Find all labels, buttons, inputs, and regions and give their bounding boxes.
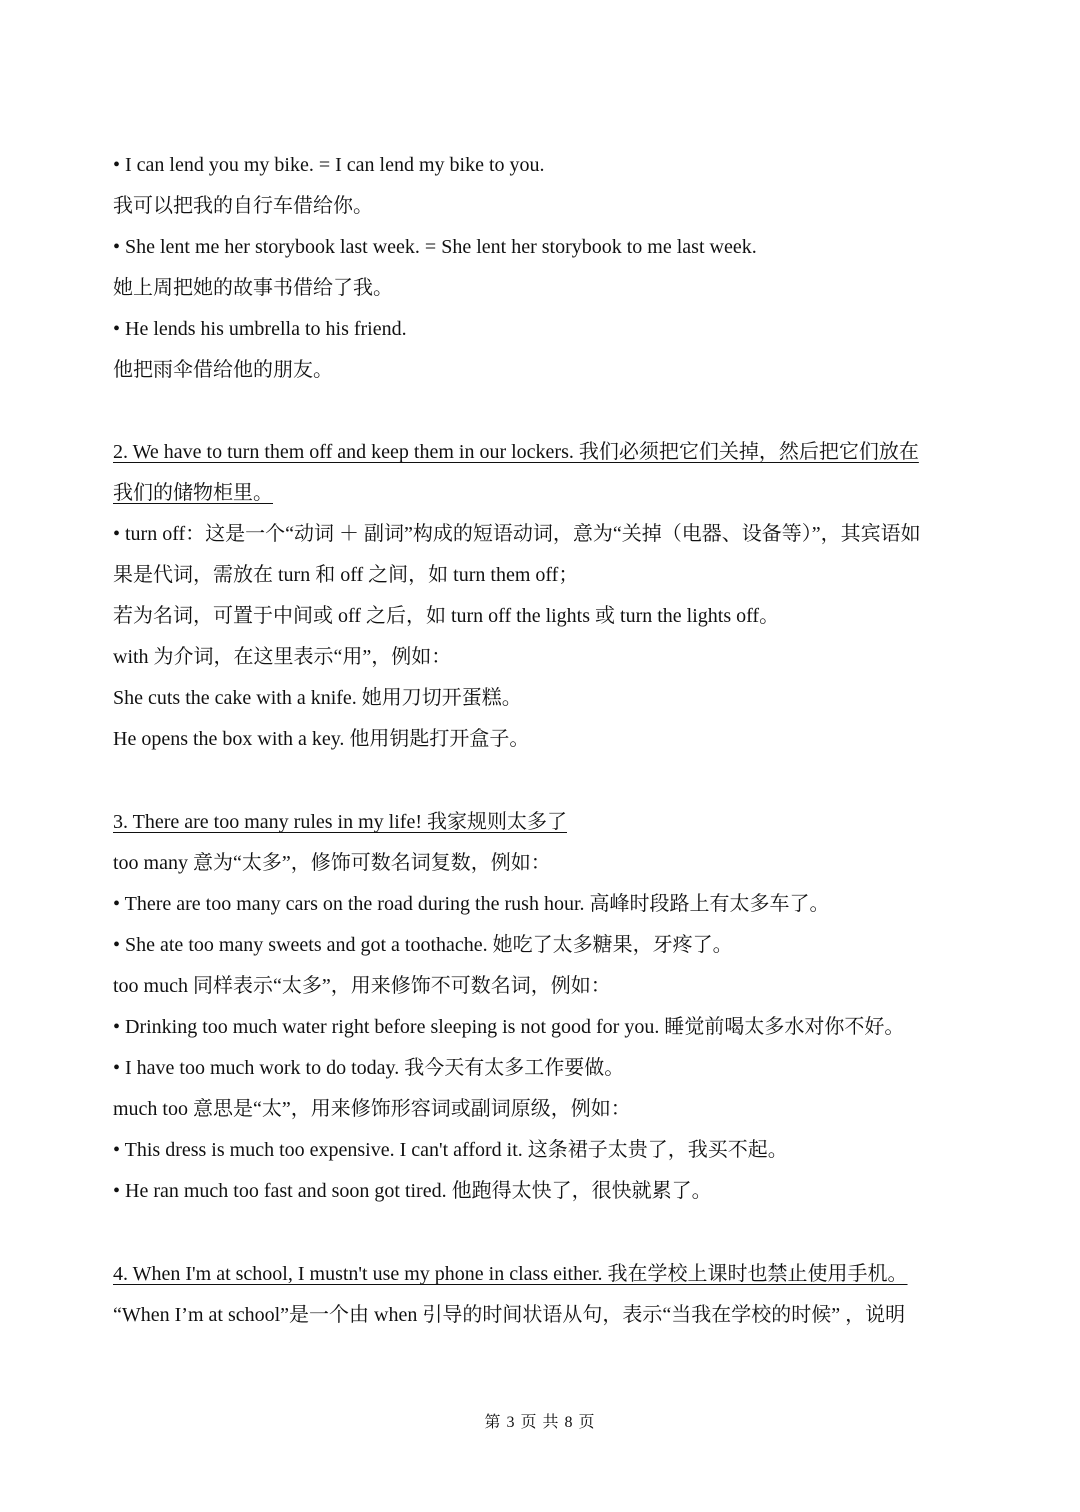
section-heading-3: 3. There are too many rules in my life! 我家规则太多了 <box>113 811 567 833</box>
explanation-text: 果是代词，需放在 turn 和 off 之间，如 turn them off； <box>113 564 579 586</box>
example-sentence: • Drinking too much water right before sleeping is not good for you. 睡觉前喝太多水对你不好。 <box>113 1016 905 1038</box>
example-sentence: She cuts the cake with a knife. 她用刀切开蛋糕。 <box>113 687 522 709</box>
example-sentence: • He lends his umbrella to his friend. <box>113 318 407 340</box>
example-sentence: He opens the box with a key. 他用钥匙打开盒子。 <box>113 728 530 750</box>
explanation-text: too much 同样表示“太多”，用来修饰不可数名词，例如： <box>113 975 611 997</box>
explanation-text: with 为介词，在这里表示“用”，例如： <box>113 646 452 668</box>
example-sentence: • I have too much work to do today. 我今天有太多工作要做。 <box>113 1057 625 1079</box>
section-heading-2-cont: 我们的储物柜里。 <box>113 482 273 504</box>
example-sentence: • She lent me her storybook last week. = She lent her storybook to me last week. <box>113 236 757 258</box>
section-heading-2: 2. We have to turn them off and keep them in our lockers. 我们必须把它们关掉，然后把它们放在 <box>113 441 919 463</box>
explanation-text: much too 意思是“太”，用来修饰形容词或副词原级，例如： <box>113 1098 631 1120</box>
translation: 他把雨伞借给他的朋友。 <box>113 359 333 381</box>
explanation-text: • turn off：这是一个“动词 ＋ 副词”构成的短语动词，意为“关掉（电器、设备等）”，其宾语如 <box>113 523 921 545</box>
translation: 我可以把我的自行车借给你。 <box>113 195 373 217</box>
explanation-text: too many 意为“太多”，修饰可数名词复数，例如： <box>113 852 551 874</box>
example-sentence: • This dress is much too expensive. I can't afford it. 这条裙子太贵了，我买不起。 <box>113 1139 788 1161</box>
translation: 她上周把她的故事书借给了我。 <box>113 277 393 299</box>
explanation-text: 若为名词，可置于中间或 off 之后，如 turn off the lights 或 turn the lights off。 <box>113 605 780 627</box>
section-heading-4: 4. When I'm at school, I mustn't use my phone in class either. 我在学校上课时也禁止使用手机。 <box>113 1263 908 1285</box>
example-sentence: • She ate too many sweets and got a toothache. 她吃了太多糖果，牙疼了。 <box>113 934 733 956</box>
example-sentence: • I can lend you my bike. = I can lend my bike to you. <box>113 154 545 176</box>
page-number-footer: 第 3 页 共 8 页 <box>484 1414 596 1431</box>
example-sentence: • He ran much too fast and soon got tired. 他跑得太快了，很快就累了。 <box>113 1180 712 1202</box>
example-sentence: • There are too many cars on the road during the rush hour. 高峰时段路上有太多车了。 <box>113 893 830 915</box>
explanation-text: “When I’m at school”是一个由 when 引导的时间状语从句，表示“当我在学校的时候” ，说明 <box>113 1304 906 1326</box>
